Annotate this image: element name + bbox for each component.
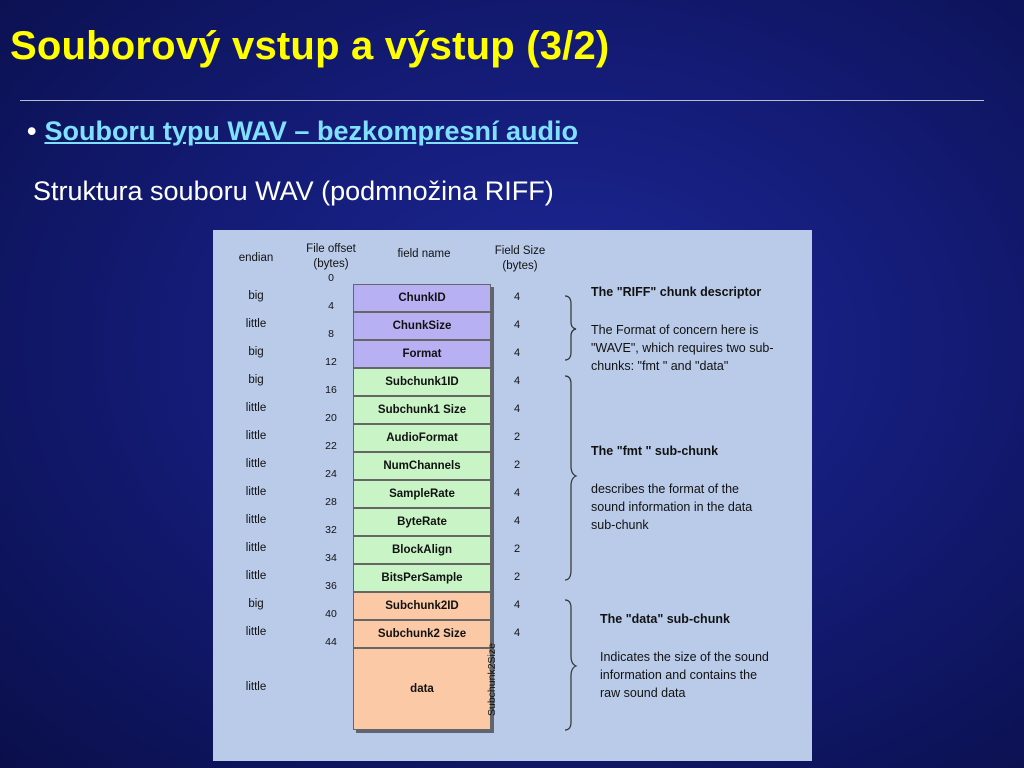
field-blockalign: BlockAlign: [353, 536, 491, 564]
size-label: 2: [513, 431, 521, 443]
size-label: 2: [513, 459, 521, 471]
offset-label: 16: [325, 384, 337, 396]
size-label: 4: [513, 319, 521, 331]
size-label: 4: [513, 487, 521, 499]
endian-label: little: [245, 318, 267, 330]
endian-label: little: [245, 458, 267, 470]
header-offset: File offset (bytes): [306, 243, 356, 270]
fmt-heading: The "fmt " sub-chunk: [591, 444, 719, 458]
group-braces: [561, 230, 581, 761]
endian-label: little: [245, 402, 267, 414]
endian-label: big: [248, 374, 264, 386]
field-subchunk1-size: Subchunk1 Size: [353, 396, 491, 424]
field-subchunk2id: Subchunk2ID: [353, 592, 491, 620]
data-description: Indicates the size of the sound information and contains the raw sound data: [600, 650, 769, 700]
field-chunksize: ChunkSize: [353, 312, 491, 340]
fmt-description: describes the format of the sound information in the data sub-chunk: [591, 482, 753, 532]
endian-label: little: [245, 626, 267, 638]
header-endian: endian: [238, 252, 274, 264]
offset-label: 0: [328, 272, 334, 284]
size-label: 4: [513, 291, 521, 303]
size-label: 2: [513, 543, 521, 555]
brace-riff: [565, 296, 576, 360]
size-label: 4: [513, 627, 521, 639]
offset-label: 12: [325, 356, 337, 368]
field-format: Format: [353, 340, 491, 368]
field-subchunk2-size: Subchunk2 Size: [353, 620, 491, 648]
offset-label: 40: [325, 608, 337, 620]
field-data: data: [353, 648, 491, 730]
offset-label: 34: [325, 552, 337, 564]
bullet-link[interactable]: Souboru typu WAV – bezkompresní audio: [44, 116, 578, 146]
offset-label: 44: [325, 636, 337, 648]
offset-label: 32: [325, 524, 337, 536]
offset-label: 24: [325, 468, 337, 480]
offset-label: 4: [328, 300, 334, 312]
field-audioformat: AudioFormat: [353, 424, 491, 452]
slide-subtitle: Struktura souboru WAV (podmnožina RIFF): [33, 176, 554, 206]
endian-label: little: [245, 570, 267, 582]
bullet-dot: •: [27, 116, 37, 146]
offset-label: 28: [325, 496, 337, 508]
header-field-size: Field Size (bytes): [494, 245, 546, 272]
field-bitspersample: BitsPerSample: [353, 564, 491, 592]
endian-label: little: [245, 430, 267, 442]
bullet-item: [27, 116, 578, 147]
riff-description: The Format of concern here is "WAVE", which requires two sub-chunks: "fmt " and "data": [591, 323, 774, 373]
endian-label: big: [248, 598, 264, 610]
offset-label: 20: [325, 412, 337, 424]
offset-label: 36: [325, 580, 337, 592]
brace-data: [565, 600, 576, 730]
endian-label: little: [245, 681, 267, 693]
size-label: 4: [513, 515, 521, 527]
endian-label: little: [245, 486, 267, 498]
size-label: 4: [513, 347, 521, 359]
data-heading: The "data" sub-chunk: [600, 612, 730, 626]
header-field-name: field name: [397, 248, 451, 260]
field-subchunk1id: Subchunk1ID: [353, 368, 491, 396]
size-label: 2: [513, 571, 521, 583]
offset-label: 22: [325, 440, 337, 452]
endian-label: little: [245, 542, 267, 554]
field-byterate: ByteRate: [353, 508, 491, 536]
wav-structure-figure: [213, 230, 812, 761]
size-label: 4: [513, 599, 521, 611]
offset-label: 8: [328, 328, 334, 340]
title-divider: [20, 100, 984, 101]
riff-heading: The "RIFF" chunk descriptor: [591, 285, 762, 299]
size-label: 4: [513, 403, 521, 415]
field-chunkid: ChunkID: [353, 284, 491, 312]
data-size-label: Subchunk2Size: [486, 643, 498, 716]
size-label: 4: [513, 375, 521, 387]
endian-label: big: [248, 290, 264, 302]
endian-label: little: [245, 514, 267, 526]
endian-label: big: [248, 346, 264, 358]
slide-title: Souborový vstup a výstup (3/2): [10, 24, 610, 68]
field-samplerate: SampleRate: [353, 480, 491, 508]
field-numchannels: NumChannels: [353, 452, 491, 480]
brace-fmt: [565, 376, 576, 580]
